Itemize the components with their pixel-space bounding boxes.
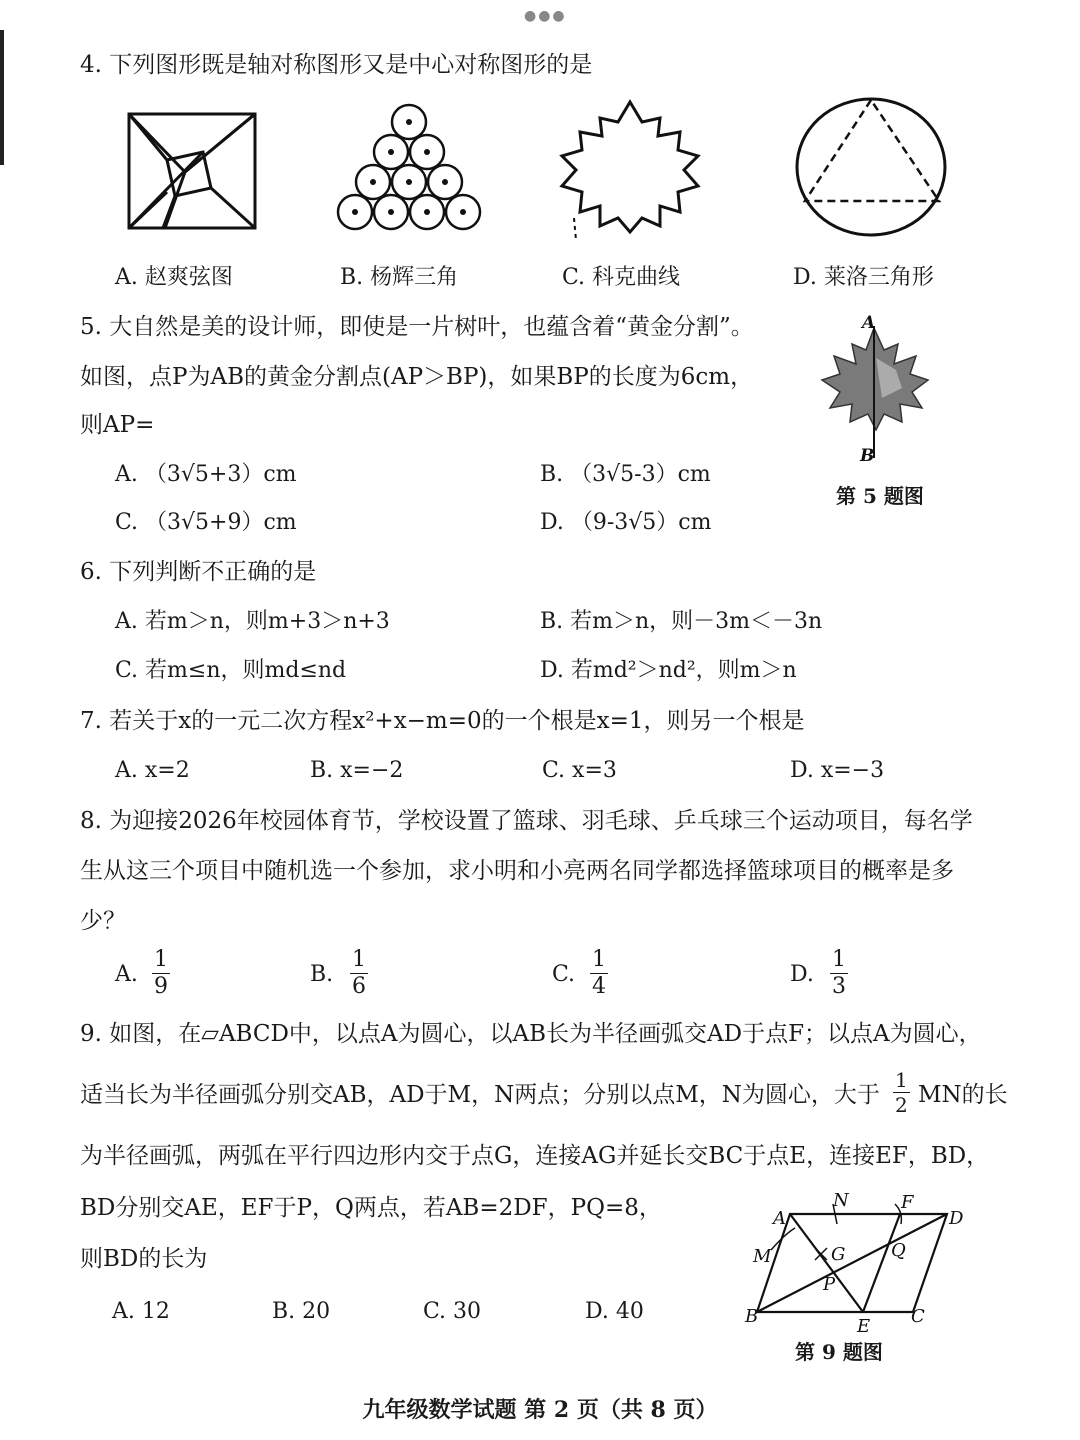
q9-stem-line2a: 适当长为半径画弧分别交AB，AD于M，N两点；分别以点M，N为圆心，大于	[80, 1082, 880, 1108]
leaf-label-b: B	[860, 446, 875, 466]
point-label-e: E	[857, 1316, 871, 1337]
fraction-denominator: 6	[352, 974, 366, 999]
q8-option-d-fraction	[830, 947, 848, 1000]
q7-option-d[interactable]: D. x=−3	[790, 758, 885, 783]
q9-stem-line2b: MN的长	[918, 1082, 1008, 1108]
q5-option-c[interactable]: C. （3√5+9）cm	[115, 510, 297, 535]
q5-stem-line2: 如图，点P为AB的黄金分割点(AP＞BP)，如果BP的长度为6cm，	[80, 364, 754, 390]
q8-option-a-fraction	[152, 947, 170, 1000]
q5-stem-line1: 5. 大自然是美的设计师，即使是一片树叶，也蕴含着“黄金分割”。	[80, 314, 754, 340]
q8-option-a-letter[interactable]: A.	[115, 962, 138, 987]
point-label-a: A	[773, 1208, 786, 1229]
q5-option-b[interactable]: B. （3√5-3）cm	[540, 462, 711, 487]
q9-stem-line5: 则BD的长为	[80, 1246, 208, 1272]
q7-option-c[interactable]: C. x=3	[542, 758, 617, 783]
q9-option-d[interactable]: D. 40	[585, 1299, 644, 1324]
point-label-q: Q	[891, 1240, 906, 1261]
q6-option-d[interactable]: D. 若md²＞nd²，则m＞n	[540, 658, 797, 683]
q9-stem-line1: 9. 如图，在▱ABCD中，以点A为圆心，以AB长为半径画弧交AD于点F；以点A为圆心，	[80, 1021, 982, 1047]
maple-leaf-figure	[812, 313, 937, 468]
q9-figure-caption: 第 9 题图	[795, 1340, 883, 1364]
q7-option-a[interactable]: A. x=2	[115, 758, 190, 783]
q9-option-b[interactable]: B. 20	[272, 1299, 331, 1324]
q9-option-a[interactable]: A. 12	[112, 1299, 170, 1324]
point-label-c: C	[911, 1306, 925, 1327]
q8-option-c-letter[interactable]: C.	[552, 962, 576, 987]
fraction-numerator: 1	[895, 1068, 908, 1092]
q9-option-c[interactable]: C. 30	[423, 1299, 482, 1324]
q7-option-b[interactable]: B. x=−2	[310, 758, 404, 783]
q9-stem-line3: 为半径画弧，两弧在平行四边形内交于点G，连接AG并延长交BC于点E，连接EF，BD，	[80, 1143, 990, 1169]
q4-option-b[interactable]: B. 杨辉三角	[340, 265, 459, 290]
more-dots-icon[interactable]: ●●●	[524, 8, 567, 24]
point-label-b: B	[745, 1306, 759, 1327]
point-label-g: G	[831, 1244, 846, 1265]
zhao-shuang-figure	[125, 110, 260, 230]
reuleaux-triangle-figure	[795, 97, 950, 237]
fraction-numerator: 1	[154, 947, 168, 972]
q4-option-d[interactable]: D. 莱洛三角形	[793, 265, 934, 290]
q8-stem-line1: 8. 为迎接2026年校园体育节，学校设置了篮球、羽毛球、乒乓球三个运动项目，每名学	[80, 808, 973, 834]
fraction-denominator: 3	[832, 974, 846, 999]
scan-edge-mark	[0, 30, 4, 165]
fraction-numerator: 1	[352, 947, 366, 972]
q7-stem: 7. 若关于x的一元二次方程x²+x−m=0的一个根是x=1，则另一个根是	[80, 708, 805, 734]
q8-option-b-fraction	[350, 947, 368, 1000]
leaf-label-a: A	[862, 313, 876, 333]
q6-option-c[interactable]: C. 若m≤n，则md≤nd	[115, 658, 347, 683]
fraction-denominator: 2	[895, 1093, 908, 1117]
q6-option-b[interactable]: B. 若m＞n，则－3m＜－3n	[540, 609, 823, 634]
fraction-numerator: 1	[832, 947, 846, 972]
q5-option-a[interactable]: A. （3√5+3）cm	[115, 462, 297, 487]
q6-stem: 6. 下列判断不正确的是	[80, 559, 317, 585]
point-label-d: D	[949, 1208, 964, 1229]
q6-option-a[interactable]: A. 若m＞n，则m+3＞n+3	[115, 609, 390, 634]
q5-stem-line3: 则AP=	[80, 412, 155, 438]
q4-option-c[interactable]: C. 科克曲线	[562, 265, 681, 290]
koch-curve-figure	[560, 100, 705, 245]
parallelogram-figure	[745, 1190, 980, 1337]
q8-option-c-fraction	[590, 947, 608, 1000]
fraction-denominator: 4	[592, 974, 606, 999]
yang-hui-triangle-figure	[335, 100, 485, 235]
q8-option-d-letter[interactable]: D.	[790, 962, 814, 987]
q8-stem-line3: 少？	[80, 908, 126, 934]
q5-figure-caption: 第 5 题图	[836, 484, 924, 508]
page-footer: 九年级数学试题 第 2 页（共 8 页）	[362, 1397, 718, 1423]
q5-option-d[interactable]: D. （9-3√5）cm	[540, 510, 712, 535]
fraction-denominator: 9	[154, 974, 168, 999]
q8-stem-line2: 生从这三个项目中随机选一个参加，求小明和小亮两名同学都选择篮球项目的概率是多	[80, 858, 954, 884]
point-label-p: P	[823, 1274, 836, 1295]
fraction-numerator: 1	[592, 947, 606, 972]
q8-option-b-letter[interactable]: B.	[310, 962, 334, 987]
point-label-m: M	[753, 1246, 772, 1267]
point-label-n: N	[833, 1190, 849, 1211]
q4-stem: 4. 下列图形既是轴对称图形又是中心对称图形的是	[80, 52, 593, 78]
q4-option-a[interactable]: A. 赵爽弦图	[115, 265, 233, 290]
q9-stem-line4: BD分别交AE，EF于P，Q两点，若AB=2DF，PQ=8，	[80, 1195, 662, 1221]
point-label-f: F	[901, 1192, 914, 1213]
q9-half-fraction	[893, 1068, 910, 1117]
